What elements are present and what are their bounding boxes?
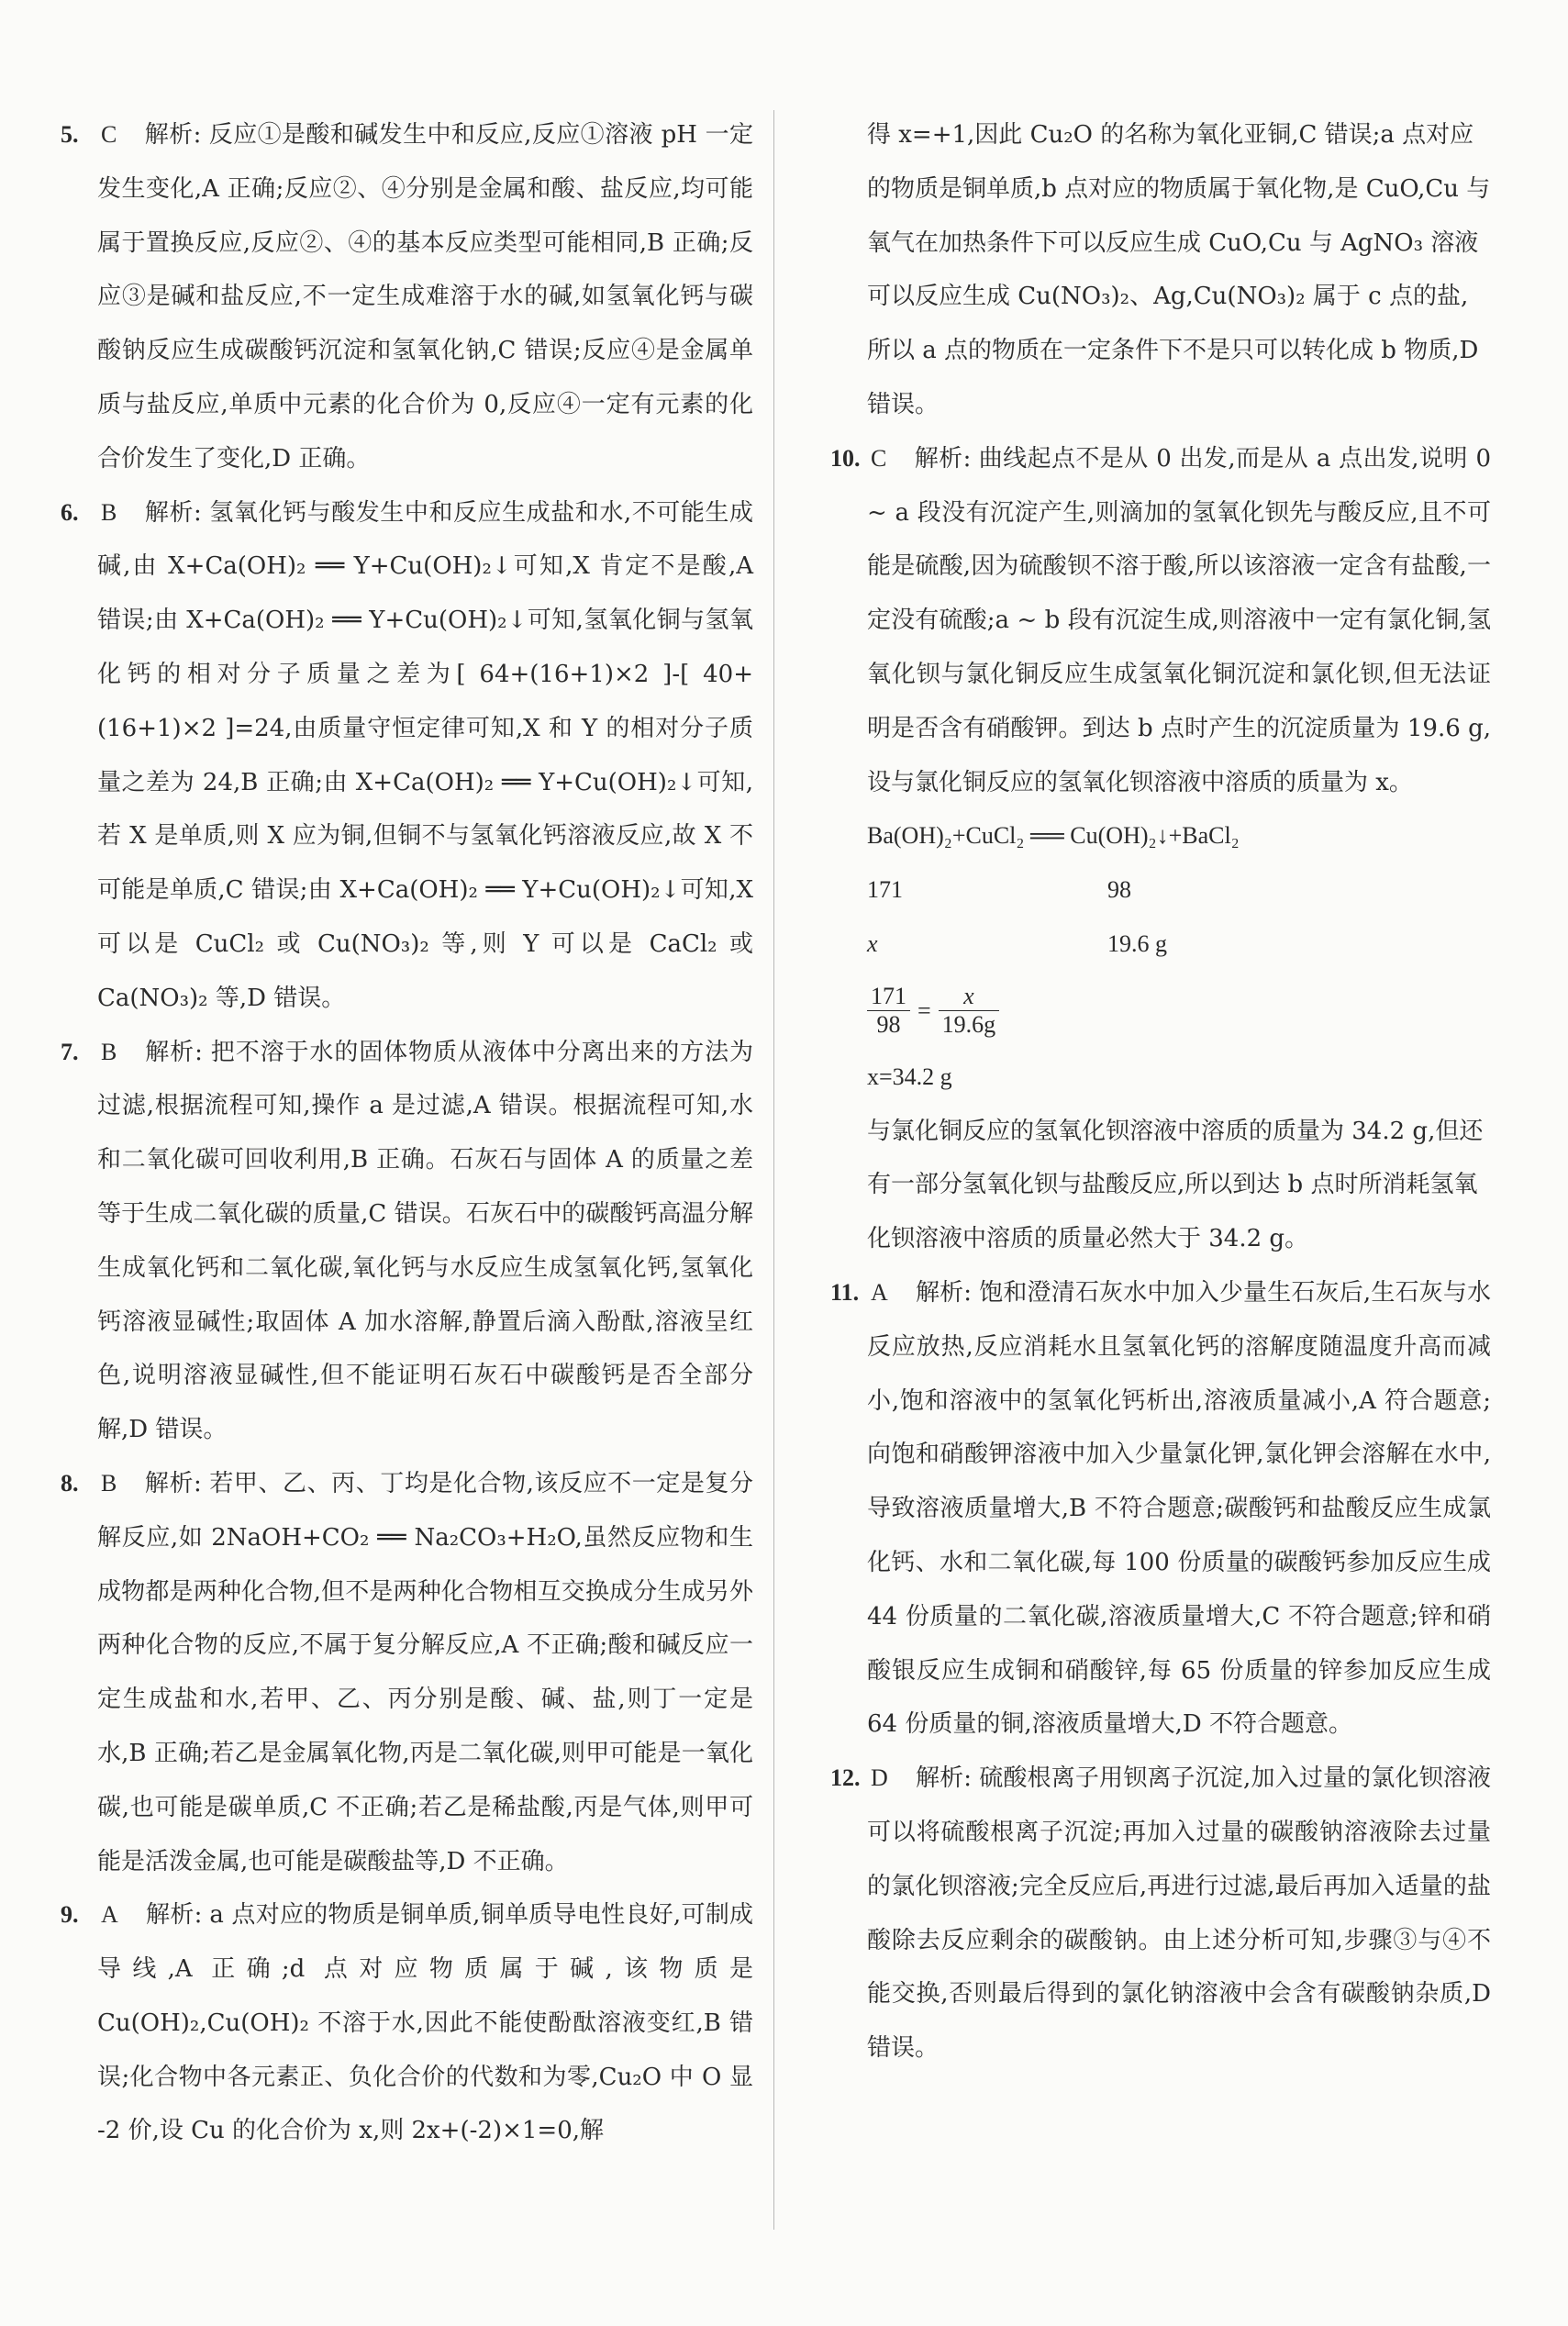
item-answer: B <box>101 498 117 526</box>
answer-item-10 <box>830 432 1491 810</box>
item-text: 氢氧化钙与酸发生中和反应生成盐和水,不可能生成碱,由 X+Ca(OH)₂ ══ Y+Cu(OH)₂↓可知,X 肯定不是酸,A 错误;由 X+Ca(OH)₂ ══ Y+Cu(OH)₂↓可知,氢氧化铜与氢氧化钙的相对分子质量之差为[ 64+(16+1)×2 ]-[ 40+(16+1)×2 ]=24,由质量守恒定律可知,X 和 Y 的相对分子质量之差为 24,B 正确;由 X+Ca(OH)₂ ══ Y+Cu(OH)₂↓可知,若 X 是单质,则 X 应为铜,但铜不与氢氧化钙溶液反应,故 X 不可能是单质,C 错误;由 X+Ca(OH)₂ ══ Y+Cu(OH)₂↓可知,X 可以是 CuCl₂ 或 Cu(NO₃)₂ 等,则 Y 可以是 CaCl₂ 或 Ca(NO₃)₂ 等,D 错误。 <box>97 498 753 1012</box>
left-column <box>61 108 753 2158</box>
item-label: 解析: <box>144 1038 203 1066</box>
item-answer: A <box>101 1901 118 1929</box>
item-number: 6. <box>61 498 79 526</box>
proportion-equation <box>830 972 1491 1051</box>
precipitate-mass: 19.6 g <box>1107 929 1167 957</box>
result-row <box>830 1051 1491 1105</box>
chemical-equation <box>830 809 1491 863</box>
item-label: 解析: <box>144 1469 202 1497</box>
fraction-left-numerator: 171 <box>871 983 906 1010</box>
item-label: 解析: <box>144 498 202 527</box>
item-10-conclusion: 与氯化铜反应的氢氧化钡溶液中溶质的质量为 34.2 g,但还有一部分氢氧化钡与盐酸反应,所以到达 b 点时所消耗氢氧化钡溶液中溶质的质量必然大于 34.2 g。 <box>867 1117 1484 1253</box>
item-number: 9. <box>61 1901 79 1929</box>
item-answer: C <box>871 444 887 472</box>
equation-text: Ba(OH)₂+CuCl₂ ══ Cu(OH)₂↓+BaCl₂ <box>867 822 1240 850</box>
item-answer: B <box>101 1469 117 1497</box>
item-text: 饱和澄清石灰水中加入少量生石灰后,生石灰与水反应放热,反应消耗水且氢氧化钙的溶解度随温度升高而减小,饱和溶液中的氢氧化钙析出,溶液质量减小,A 符合题意;向饱和硝酸钾溶液中加入少量氯化钾,氯化钾会溶解在水中,导致溶液质量增大,B 不符合题意;碳酸钙和盐酸反应生成氯化钙、水和二氧化碳,每 100 份质量的碳酸钙参加反应生成 44 份质量的二氧化碳,溶液质量增大,C 不符合题意;锌和硝酸银反应生成铜和硝酸锌,每 65 份质量的锌参加反应生成 64 份质量的铜,溶液质量增大,D 不符合题意。 <box>867 1278 1491 1739</box>
answer-item-9 <box>61 1888 753 2158</box>
answer-item-12 <box>830 1752 1491 2076</box>
answer-item-5 <box>61 108 753 486</box>
answer-item-8 <box>61 1457 753 1888</box>
item-answer: B <box>101 1038 117 1065</box>
molar-mass-cuoh2: 98 <box>1107 876 1131 904</box>
item-answer: D <box>871 1764 888 1792</box>
molar-mass-baoh2: 171 <box>867 876 903 904</box>
right-column <box>830 108 1491 2076</box>
item-label: 解析: <box>915 1278 973 1307</box>
item-text: 曲线起点不是从 0 出发,而是从 a 点出发,说明 0 ~ a 段没有沉淀产生,则滴加的氢氧化钡先与酸反应,且不可能是硫酸,因为硫酸钡不溶于酸,所以该溶液一定含有盐酸,一定没有硫酸;a ~ b 段有沉淀生成,则溶液中一定有氯化铜,氢氧化钡与氯化铜反应生成氢氧化铜沉淀和氯化钡,但无法证明是否含有硝酸钾。到达 b 点时产生的沉淀质量为 19.6 g,设与氯化铜反应的氢氧化钡溶液中溶质的质量为 x。 <box>867 444 1491 796</box>
fraction-right-numerator: x <box>963 983 974 1010</box>
answer-item-11 <box>830 1266 1491 1752</box>
item-number: 11. <box>830 1278 860 1306</box>
answer-item-7 <box>61 1026 753 1457</box>
variable-row <box>830 918 1491 972</box>
item-text: 若甲、乙、丙、丁均是化合物,该反应不一定是复分解反应,如 2NaOH+CO₂ ══ Na₂CO₃+H₂O,虽然反应物和生成物都是两种化合物,但不是两种化合物相互交换成分生成另外两种化合物的反应,不属于复分解反应,A 不正确;酸和碱反应一定生成盐和水,若甲、乙、丙分别是酸、碱、盐,则丁一定是水,B 正确;若乙是金属氧化物,丙是二氧化碳,则甲可能是一氧化碳,也可能是碳单质,C 不正确;若乙是稀盐酸,丙是气体,则甲可能是活泼金属,也可能是碳酸盐等,D 不正确。 <box>97 1469 753 1875</box>
result-text: x=34.2 g <box>867 1063 952 1090</box>
variable-x: x <box>867 929 878 957</box>
fraction-left-denominator: 98 <box>876 1011 901 1039</box>
item-9-continuation: 得 x=+1,因此 Cu₂O 的名称为氧化亚铜,C 错误;a 点对应的物质是铜单质,b 点对应的物质属于氧化物,是 CuO,Cu 与氧气在加热条件下可以反应生成 CuO,Cu 与 AgNO₃ 溶液可以反应生成 Cu(NO₃)₂、Ag,Cu(NO₃)₂ 属于 c 点的盐,所以 a 点的物质在一定条件下不是只可以转化成 b 物质,D 错误。 <box>867 121 1491 418</box>
fraction-right-denominator: 19.6g <box>941 1011 996 1039</box>
item-label: 解析: <box>914 444 972 473</box>
item-text: 硫酸根离子用钡离子沉淀,加入过量的氯化钡溶液可以将硫酸根离子沉淀;再加入过量的碳酸钠溶液除去过量的氯化钡溶液;完全反应后,再进行过滤,最后再加入适量的盐酸除去反应剩余的碳酸钠。由上述分析可知,步骤③与④不能交换,否则最后得到的氯化钠溶液中会含有碳酸钠杂质,D 错误。 <box>867 1764 1491 2063</box>
fraction-right <box>939 983 1000 1039</box>
answer-item-6 <box>61 486 753 1026</box>
item-text: 反应①是酸和碱发生中和反应,反应①溶液 pH 一定发生变化,A 正确;反应②、④分别是金属和酸、盐反应,均可能属于置换反应,反应②、④的基本反应类型可能相同,B 正确;反应③是碱和盐反应,不一定生成难溶于水的碱,如氢氧化钙与碳酸钠反应生成碳酸钙沉淀和氢氧化钠,C 错误;反应④是金属单质与盐反应,单质中元素的化合价为 0,反应④一定有元素的化合价发生了变化,D 正确。 <box>97 121 753 473</box>
item-answer: A <box>871 1278 888 1306</box>
item-text: a 点对应的物质是铜单质,铜单质导电性良好,可制成导线,A 正确;d 点对应物质属于碱,该物质是 Cu(OH)₂,Cu(OH)₂ 不溶于水,因此不能使酚酞溶液变红,B 错误;化合物中各元素正、负化合价的代数和为零,Cu₂O 中 O 显 -2 价,设 Cu 的化合价为 x,则 2x+(-2)×1=0,解 <box>97 1901 754 2145</box>
item-text: 把不溶于水的固体物质从液体中分离出来的方法为过滤,根据流程可知,操作 a 是过滤,A 错误。根据流程可知,水和二氧化碳可回收利用,B 正确。石灰石与固体 A 的质量之差等于生成二氧化碳的质量,C 错误。石灰石中的碳酸钙高温分解生成氧化钙和二氧化碳,氧化钙与水反应生成氢氧化钙,氢氧化钙溶液显碱性;取固体 A 加水溶解,静置后滴入酚酞,溶液呈红色,说明溶液显碱性,但不能证明石灰石中碳酸钙是否全部分解,D 错误。 <box>97 1038 753 1444</box>
item-label: 解析: <box>915 1764 973 1793</box>
item-number: 12. <box>830 1764 861 1792</box>
fraction-left <box>867 983 910 1039</box>
column-divider <box>773 110 774 2230</box>
item-number: 10. <box>830 444 861 472</box>
item-number: 8. <box>61 1469 79 1497</box>
equals-sign: = <box>917 996 931 1024</box>
item-answer: C <box>101 121 117 148</box>
molar-mass-row <box>830 863 1491 918</box>
item-number: 5. <box>61 121 79 148</box>
item-label: 解析: <box>145 1901 203 1930</box>
item-number: 7. <box>61 1038 79 1065</box>
item-label: 解析: <box>144 121 202 149</box>
